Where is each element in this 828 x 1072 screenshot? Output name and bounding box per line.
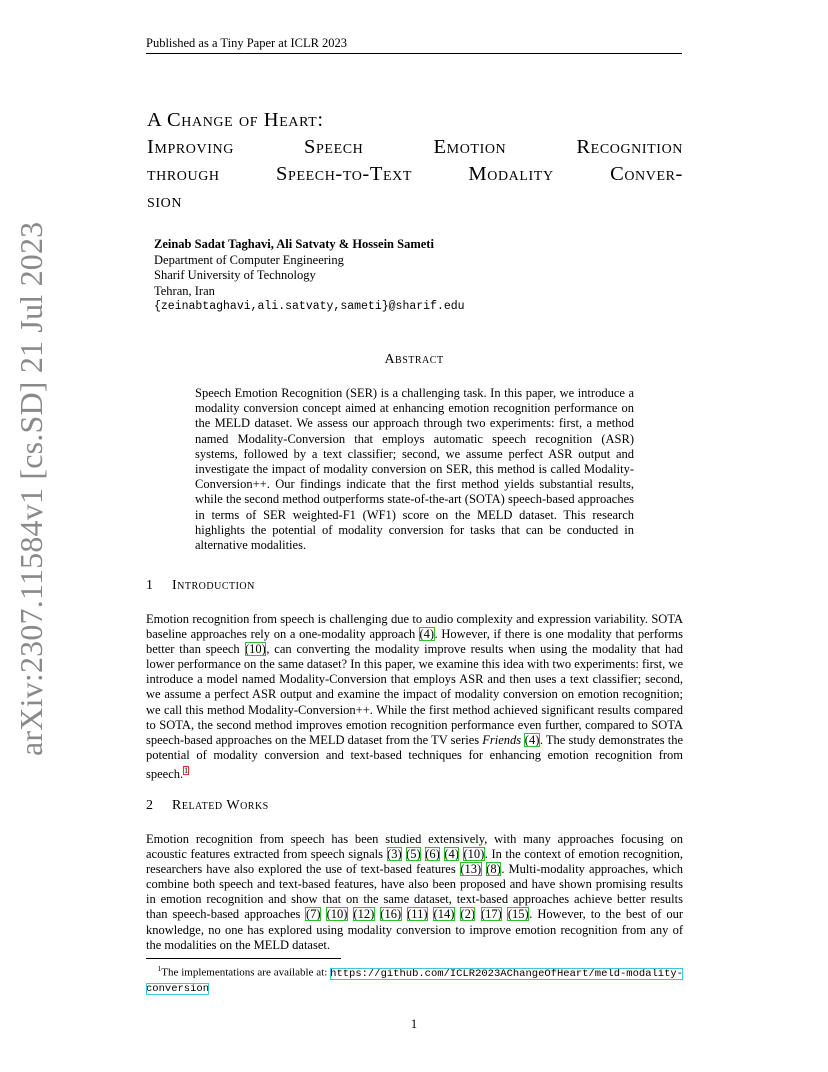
citation-link[interactable]: (15) <box>507 907 529 922</box>
author-block <box>154 237 465 315</box>
author-university: Sharif University of Technology <box>154 268 316 282</box>
citation-link[interactable]: (16) <box>380 907 402 922</box>
citation-link[interactable]: (7) <box>305 907 321 922</box>
citation-link[interactable]: (6) <box>425 847 440 862</box>
citation-link[interactable]: (10) <box>245 642 266 657</box>
citation-link[interactable]: (4) <box>444 847 459 862</box>
footnote-mark: 1 <box>157 964 162 973</box>
author-email: {zeinabtaghavi,ali.satvaty,sameti}@sharif.edu <box>154 300 465 313</box>
citation-link[interactable]: (8) <box>486 862 501 877</box>
abstract-heading: Abstract <box>384 352 444 367</box>
related-text-3: . Multi-modality approaches, which combine both speech and text-based features, have also been proposed and have shown promising results in emotion recognition and show that on the same dataset, text-based approaches achieve better results than speech-based approaches <box>146 862 684 922</box>
author-names: Zeinab Sadat Taghavi, Ali Satvaty & Hossein Sameti <box>154 237 434 251</box>
section-2-title: Related Works <box>172 798 269 813</box>
title-line-2: Improving Speech Emotion Recognition <box>147 136 683 158</box>
related-works-paragraph <box>146 832 683 953</box>
abstract-text: Speech Emotion Recognition (SER) is a challenging task. In this paper, we introduce a modality conversion concept aimed at enhancing emotion recognition performance on the MELD dataset. We assess our approach through two experiments: first, a method named Modality-Conversion that employs automatic speech recognition (ASR) systems, followed by a text classifier; second, we assume perfect ASR output and investigate the impact of modality conversion on SER, this method is called Modality-Conversion++. Our findings indicate that the first method yields substantial results, while the second method outperforms state-of-the-art (SOTA) speech-based approaches in terms of SER weighted-F1 (WF1) score on the MELD dataset. This research highlights the potential of modality conversion for tasks that can be conducted in alternative modalities. <box>195 386 634 553</box>
running-header: Published as a Tiny Paper at ICLR 2023 <box>146 36 348 50</box>
footnote-url-link[interactable]: https://github.com/ICLR2023AChangeOfHeart/meld-modality-conversion <box>146 967 684 995</box>
citation-link[interactable]: (10) <box>463 847 485 862</box>
italic-friends: Friends <box>482 732 522 747</box>
citation-link[interactable]: (17) <box>481 907 502 922</box>
citation-link[interactable]: (2) <box>460 907 475 922</box>
intro-text-2: . However, if there is one modality that performs better than speech <box>146 627 684 657</box>
citation-link[interactable]: (4) <box>524 732 540 747</box>
related-text-2: . In the context of emotion recognition, researchers have also explored the use of text-based features <box>146 847 684 877</box>
title-line-4: sion <box>147 190 183 212</box>
related-text-1: Emotion recognition from speech has been studied extensively, with many approaches focusing on acoustic features extracted from speech signals <box>146 832 683 862</box>
citation-link[interactable]: (12) <box>353 907 375 922</box>
related-text-4: . However, to the best of our knowledge, no one has explored using modality conversion to improve emotion recognition from any of the modalities on the MELD dataset. <box>146 907 684 952</box>
citation-link[interactable]: (11) <box>407 907 428 922</box>
arxiv-stamp: arXiv:2307.11584v1 [cs.SD] 21 Jul 2023 <box>13 221 49 756</box>
footnote <box>146 962 683 996</box>
citation-link[interactable]: (10) <box>326 907 348 922</box>
title-line-3: through Speech-to-Text Modality Conver- <box>147 163 683 185</box>
citation-link[interactable]: (4) <box>419 627 435 642</box>
citation-link[interactable]: (13) <box>460 862 482 877</box>
section-2-heading <box>146 798 269 814</box>
footnote-rule <box>146 958 341 959</box>
header-rule <box>146 53 682 54</box>
footnote-ref-link[interactable]: 1 <box>184 765 189 775</box>
paper-title <box>147 107 683 215</box>
intro-text-4: . The study demonstrates the potential of modality conversion and text-based techniques for enhancing emotion recognition from speech. <box>146 732 684 781</box>
citation-link[interactable]: (5) <box>406 847 421 862</box>
intro-text-3: , can converting the modality improve results when using the modality that had lower performance on the same dataset? In this paper, we examine this idea with two experiments: first, we introduce a model named Modality-Conversion that employs ASR and then uses a text classifier; second, we assume a perfect ASR output and examine the impact of modality conversion on emotion recognition; we call this method Modality-Conversion++. While the first method achieved significant results compared to SOTA, the second method improves emotion recognition performance even further, compared to SOTA speech-based approaches on the MELD dataset from the TV series <box>146 642 684 747</box>
introduction-paragraph <box>146 612 683 782</box>
section-1-heading <box>146 578 255 594</box>
intro-text-1: Emotion recognition from speech is challenging due to audio complexity and expression variability. SOTA baseline approaches rely on a one-modality approach <box>146 612 683 642</box>
page-number: 1 <box>410 1017 418 1031</box>
footnote-text: The implementations are available at: <box>161 966 328 979</box>
author-department: Department of Computer Engineering <box>154 252 344 267</box>
citation-link[interactable]: (14) <box>433 907 455 922</box>
title-line-1: A Change of Heart: <box>147 109 324 131</box>
section-1-number: 1 <box>146 578 154 593</box>
section-2-number: 2 <box>146 798 154 813</box>
section-1-title: Introduction <box>172 578 255 593</box>
citation-link[interactable]: (3) <box>387 847 402 862</box>
author-location: Tehran, Iran <box>154 283 215 298</box>
